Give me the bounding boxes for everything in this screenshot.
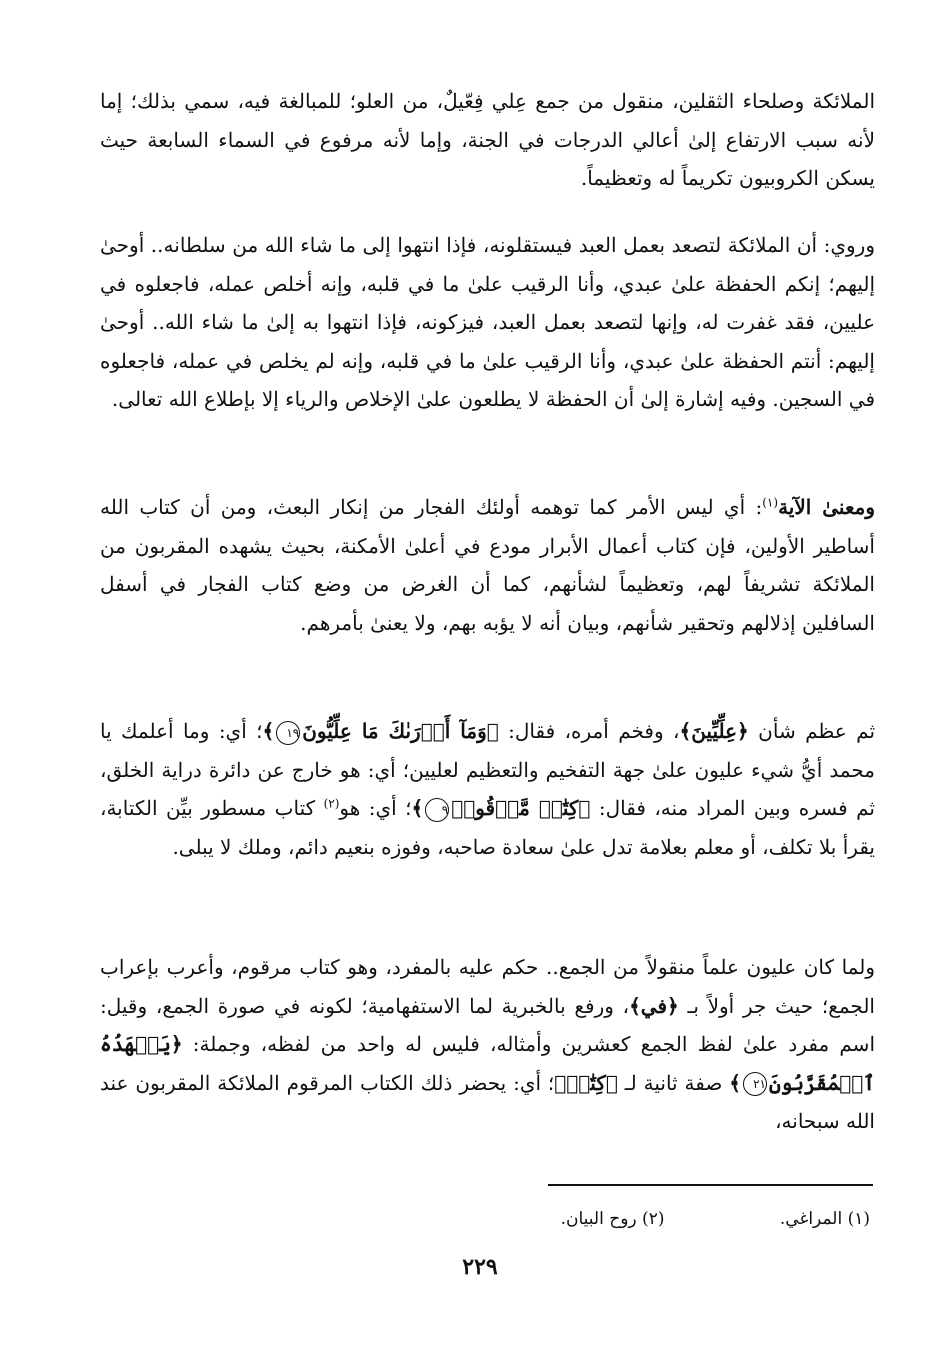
paragraph-5 <box>100 948 875 1141</box>
paragraph-4-part-e: كتاب مسطور بيِّن الكتابة، يقرأ بلا تكلف، أو معلم بعلامة تدل علىٰ سعادة صاحبه، وفوزه بنعيم دائم، وملك لا يبلى. <box>100 796 875 859</box>
quran-quote-verse-21: ﴿يَشۡهَدُهُ ٱلۡمُقَرَّبُونَ <box>100 1032 875 1095</box>
paragraph-4-part-c: ؛ أي: وما أعلمك يا محمد أيُّ شيء عليون علىٰ جهة التفخيم والتعظيم لعليين؛ أي: هو خارج عن دائرة دراية الخلق، ثم فسره وبين المراد منه، فقال: <box>100 719 875 820</box>
footnote-ref-1: (١) <box>762 495 779 510</box>
verse-number-19-marker: ١٩ <box>276 721 300 745</box>
quran-quote-verse-19: ﴿وَمَآ أَدۡرَىٰكَ مَا عِلِّيُّونَ <box>302 719 499 743</box>
paragraph-5-part-d: ؛ أي: يحضر ذلك الكتاب المرقوم الملائكة المقربون عند الله سبحانه، <box>100 1070 875 1133</box>
paragraph-4-part-d: ؛ أي: هو <box>339 796 412 820</box>
quran-quote-verse-19-close: ﴾ <box>262 719 275 743</box>
quran-quote-fi: ﴿في﴾ <box>629 993 679 1018</box>
paragraph-5-part-c: صفة ثانية لـ <box>617 1070 730 1095</box>
quran-quote-kitab: ﴿كِتَٰبٞ﴾ <box>554 1070 618 1095</box>
paragraph-5-part-b: ، ورفع بالخبرية لما الاستفهامية؛ لكونه في صورة الجمع، وقيل: اسم مفرد علىٰ لفظ الجمع كعشرين وأمثاله، فليس له واحد من لفظه، وجملة: <box>100 993 875 1056</box>
quran-quote-verse-21-close: ﴾ <box>729 1070 741 1095</box>
paragraph-2-text: وروي: أن الملائكة لتصعد بعمل العبد فيستقلونه، فإذا انتهوا إلى ما شاء الله من سلطانه.. أوحىٰ إليهم؛ إنكم الحفظة علىٰ عبدي، وأنا الرقيب علىٰ ما في قلبه، وإنه أخلص عمله، فاجعلوه في عليين، فقد غفرت له، وإنها لتصعد بعمل العبد، فيزكونه، فإذا انتهوا به إلىٰ ما شاء الله.. أوحىٰ إليهم: أنتم الحفظة علىٰ عبدي، وأنا الرقيب علىٰ ما في قلبه، وإنه لم يخلص في عمله، فاجعلوه في السجين. وفيه إشارة إلىٰ أن الحفظة لا يطلعون علىٰ الإخلاص والرياء إلا بإطلاع الله تعالى. <box>100 233 875 411</box>
page-number: ٢٢٩ <box>462 1254 498 1280</box>
verse-number-21-marker: ٢١ <box>743 1072 767 1096</box>
paragraph-3 <box>100 488 875 642</box>
footnote-1: (١) المراغي. <box>779 1209 870 1229</box>
paragraph-4-part-b: ، وفخم أمره، فقال: <box>498 719 680 743</box>
footnote-divider <box>548 1184 873 1186</box>
footnote-2: (٢) روح البيان. <box>560 1209 665 1229</box>
paragraph-3-lead: ومعنىٰ الآية <box>778 495 875 519</box>
quran-quote-verse-9: ﴿كِتَٰبٞ مَّرۡقُومٞ <box>451 796 591 820</box>
paragraph-2 <box>100 226 875 419</box>
footnotes <box>300 1204 870 1234</box>
paragraph-1-text: الملائكة وصلحاء الثقلين، منقول من جمع عِلي فِعّيلٌ، من العلو؛ للمبالغة فيه، سمي بذلك؛ إما لأنه سبب الارتفاع إلىٰ أعالي الدرجات في الجنة، وإما لأنه مرفوع في السماء السابعة حيث يسكن الكروبيون تكريماً له وتعظيماً. <box>100 89 875 190</box>
paragraph-3-text: : أي ليس الأمر كما توهمه أولئك الفجار من إنكار البعث، ومن أن كتاب الله أساطير الأولين، فإن كتاب أعمال الأبرار مودع في أعلىٰ الأمكنة، بحيث يشهده المقربون من الملائكة تشريفاً لهم، وتعظيماً لشأنهم، كما أن الغرض من وضع كتاب الفجار في أسفل السافلين إذلالهم وتحقير شأنهم، وبيان أنه لا يؤبه بهم، ولا يعنىٰ بأمرهم. <box>100 495 875 635</box>
footnote-ref-2: (٢) <box>323 796 340 811</box>
quran-quote-illiyyin: ﴿عِلِّيِّينَ﴾ <box>679 719 749 743</box>
verse-number-9-marker: ٩ <box>425 798 449 822</box>
quran-quote-verse-9-close: ﴾ <box>411 796 424 820</box>
paragraph-5-part-a: ولما كان عليون علماً منقولاً من الجمع.. حكم عليه بالمفرد، وهو كتاب مرقوم، وأعرب بإعراب الجمع؛ حيث جر أولاً بـ <box>100 955 875 1018</box>
paragraph-1 <box>100 82 875 198</box>
paragraph-4 <box>100 712 875 866</box>
paragraph-4-part-a: ثم عظم شأن <box>748 719 876 743</box>
